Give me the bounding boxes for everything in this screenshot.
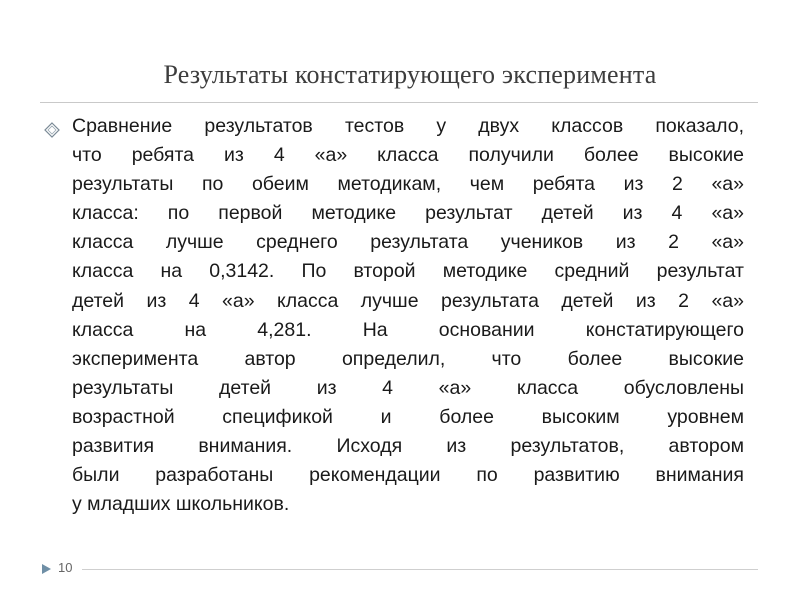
body-line: Сравнение результатов тестов у двух классов показало, xyxy=(72,115,744,137)
body-line: у младших школьников. xyxy=(72,493,290,516)
body-line: эксперимента автор определил, что более высокие xyxy=(72,347,744,370)
body-line: были разработаны рекомендации по развитию внимания xyxy=(72,464,744,487)
body-line: возрастной спецификой и более высоким уровнем xyxy=(72,405,744,428)
title-divider xyxy=(40,102,758,103)
body-line: класса: по первой методике результат детей из 4 «а» xyxy=(72,202,744,225)
body-line: результаты по обеим методикам, чем ребята из 2 «а» xyxy=(72,173,744,196)
footer-divider xyxy=(82,569,758,570)
slide-title: Результаты констатирующего эксперимента xyxy=(163,60,657,89)
body-line: детей из 4 «а» класса лучше результата детей из 2 «а» xyxy=(72,289,744,312)
body-line: класса на 0,3142. По второй методике средний результат xyxy=(72,260,744,283)
triangle-right-icon xyxy=(40,563,52,575)
body-line: класса на 4,281. На основании констатирующего xyxy=(72,318,744,341)
body-line: класса лучше среднего результата учеников из 2 «а» xyxy=(72,231,744,254)
body-line: развития внимания. Исходя из результатов, автором xyxy=(72,435,744,458)
page-number: 10 xyxy=(58,560,73,575)
diamond-bullet-icon xyxy=(44,122,60,138)
body-line: что ребята из 4 «а» класса получили более высокие xyxy=(72,144,744,167)
body-line: результаты детей из 4 «а» класса обусловлены xyxy=(72,376,744,399)
body-paragraph xyxy=(72,112,744,519)
